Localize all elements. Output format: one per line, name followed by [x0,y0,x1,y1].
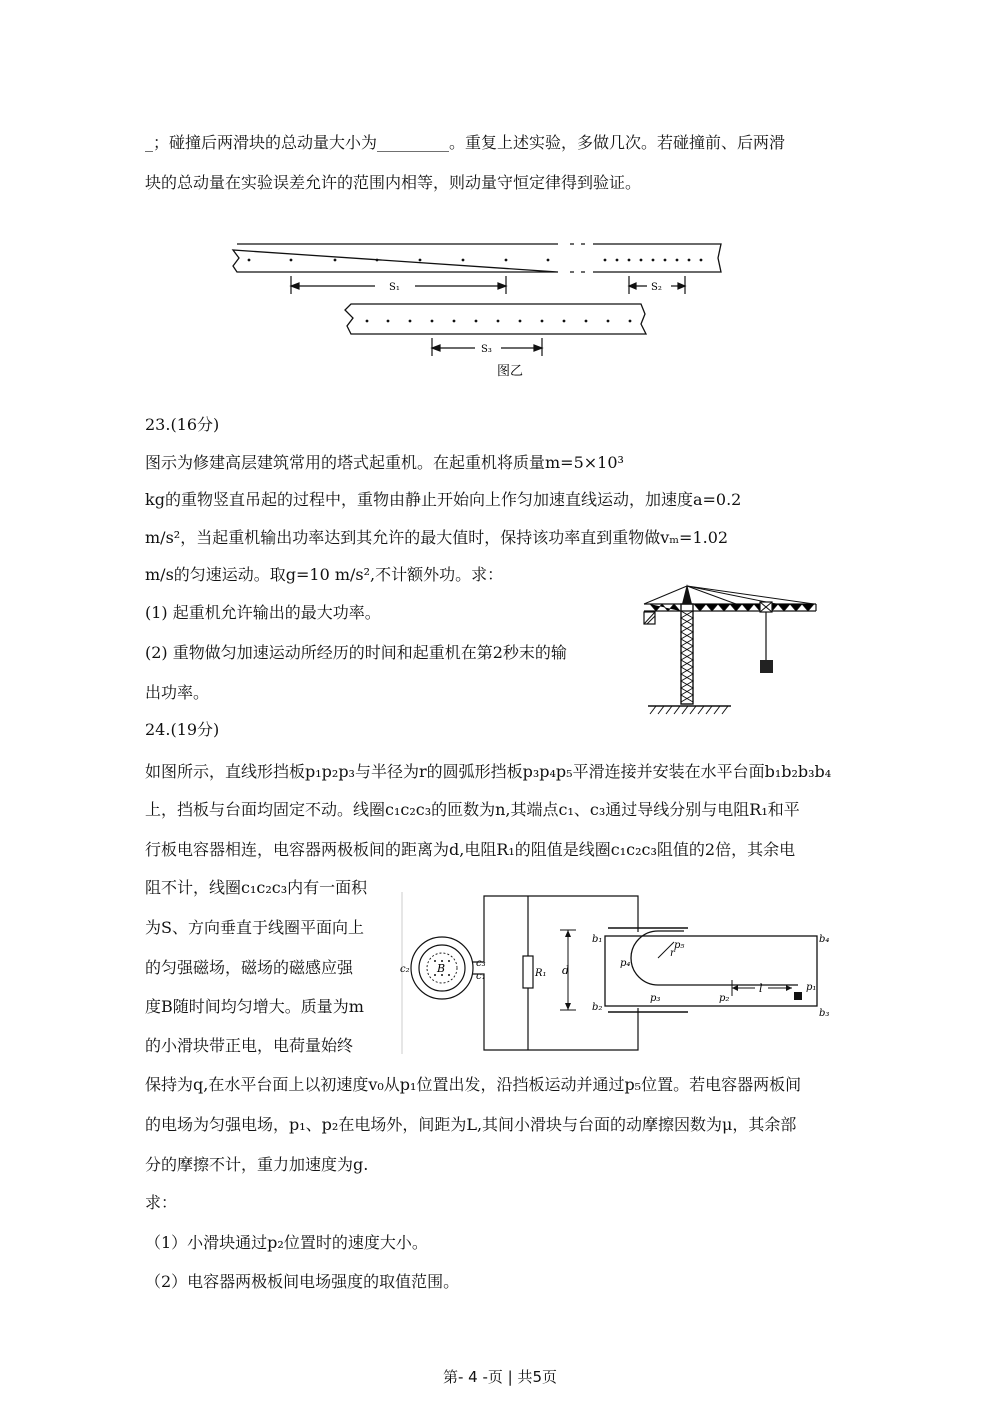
fig-label-r: r [670,948,675,959]
tape-lower [345,304,646,334]
s3-label: S₃ [481,344,492,355]
fig-label-B: B [437,962,446,975]
fig-label-p3: p₃ [650,993,661,1004]
q23-line-3: m/s²，当起重机输出功率达到其允许的最大值时，保持该功率直到重物做vₘ=1.02 [145,528,729,547]
figure-yi-caption: 图乙 [497,364,524,379]
s2-label: S₂ [651,282,662,293]
q23-line-4: m/s的匀速运动。取g=10 m/s²,不计额外功。求： [145,565,504,584]
fig-label-c1: c₁ [476,971,486,982]
fig-label-b4: b₄ [819,934,830,945]
q23-header: 23.(16分) [145,415,220,434]
fig-label-c2: c₂ [400,964,410,975]
q23-line-2: kg的重物竖直吊起的过程中，重物由静止开始向上作匀加速直线运动，加速度a=0.2 [145,490,742,509]
tape-upper [233,244,721,272]
fig-label-p1: p₁ [806,982,817,993]
slider-block [794,992,802,1000]
fig-label-p5: p₅ [674,940,685,951]
q23-question-2b: 出功率。 [145,683,210,702]
fig-label-p2: p₂ [719,993,730,1004]
fig-label-d: d [562,964,570,977]
q24-line-6: 的匀强磁场，磁场的磁感应强 [145,958,354,977]
s1-label: S₁ [389,282,400,293]
fig-label-R1: R₁ [535,968,547,979]
q23-question-1: (1) 起重机允许输出的最大功率。 [145,603,381,622]
figure-yi [225,238,735,383]
q24-line-9: 保持为q,在水平台面上以初速度v₀从p₁位置出发，沿挡板运动并通过p₅位置。若电容器两板间 [145,1075,802,1094]
q24-line-1: 如图所示，直线形挡板p₁p₂p₃与半径为r的圆弧形挡板p₃p₄p₅平滑连接并安装在水平台面b₁b₂b₃b₄ [145,762,832,781]
q24-line-7: 度B随时间均匀增大。质量为m [145,997,364,1016]
fig-label-p4: p₄ [620,958,631,969]
tape-upper-dots [248,259,703,262]
fig-label-b2: b₂ [592,1002,603,1013]
q24-line-5: 为S、方向垂直于线圈平面向上 [145,918,364,937]
intro-line-2: 块的总动量在实验误差允许的范围内相等，则动量守恒定律得到验证。 [145,173,642,192]
q24-question-2: （2）电容器两极板间电场强度的取值范围。 [145,1272,460,1291]
q24-line-8: 的小滑块带正电，电荷量始终 [145,1036,354,1055]
tower-crane-figure [636,578,826,718]
fig-label-l: l [759,982,763,995]
fig-label-c3: c₃ [476,958,486,969]
q24-line-10: 的电场为匀强电场，p₁、p₂在电场外，间距为L,其间小滑块与台面的动摩擦因数为μ，其余部 [145,1115,797,1134]
q24-ask: 求： [145,1193,178,1212]
q24-header: 24.(19分) [145,720,220,739]
intro-line-1: _；碰撞后两滑块的总动量大小为_________。重复上述实验，多做几次。若碰撞前、后两滑 [145,133,786,152]
tape-lower-dots [366,320,632,323]
q23-line-1: 图示为修建高层建筑常用的塔式起重机。在起重机将质量m=5×10³ [145,453,624,472]
page-footer: 第- 4 -页 | 共5页 [442,1368,558,1386]
fig-label-b3: b₃ [819,1008,830,1019]
circuit-figure [400,890,840,1055]
q24-line-3: 行板电容器相连，电容器两极板间的距离为d,电阻R₁的阻值是线圈c₁c₂c₃阻值的2倍，其余电 [145,840,796,859]
q24-line-4: 阻不计，线圈c₁c₂c₃内有一面积 [145,878,368,897]
fig-label-b1: b₁ [592,934,603,945]
q24-line-11: 分的摩擦不计，重力加速度为g. [145,1155,369,1174]
q24-line-2: 上，挡板与台面均固定不动。线圈c₁c₂c₃的匝数为n,其端点c₁、c₃通过导线分别与电阻R₁和平 [145,800,800,819]
q24-question-1: （1）小滑块通过p₂位置时的速度大小。 [145,1233,428,1252]
q23-question-2a: (2) 重物做匀加速运动所经历的时间和起重机在第2秒末的输 [145,643,567,662]
